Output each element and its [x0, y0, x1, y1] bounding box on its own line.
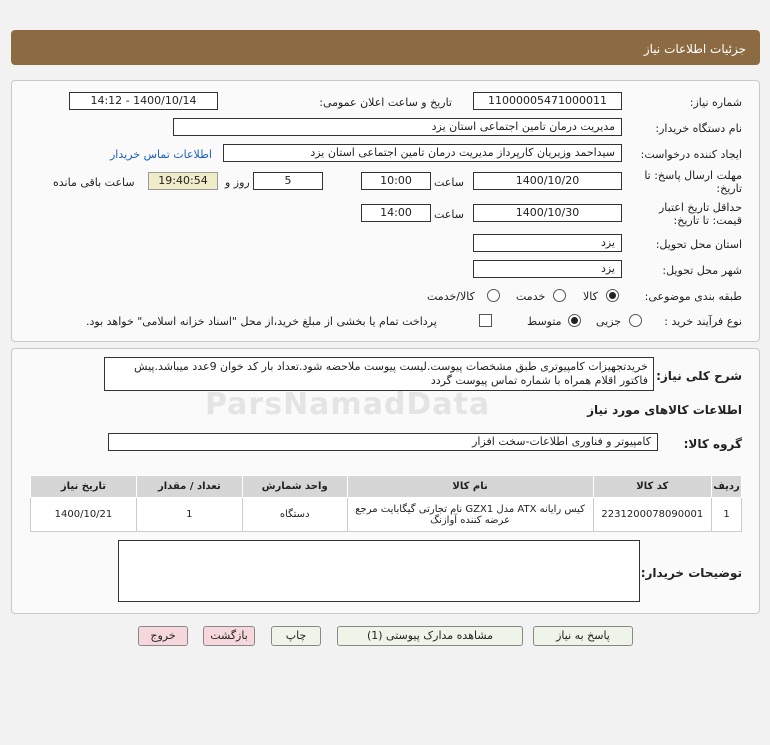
page-header	[11, 30, 760, 65]
table-row	[31, 498, 742, 532]
province-label: استان محل تحویل:	[655, 238, 742, 251]
print-button[interactable]: چاپ	[271, 626, 321, 646]
col-code: کد کالا	[593, 476, 711, 498]
process-label: نوع فرآیند خرید :	[664, 315, 742, 328]
remaining-time-field: 19:40:54	[148, 172, 218, 190]
cell-unit: دستگاه	[242, 498, 347, 532]
city-field: یزد	[473, 260, 622, 278]
validity-label-2: قیمت: تا تاریخ:	[673, 214, 742, 227]
creator-field: سیداحمد وزیریان کارپرداز مدیریت درمان تامین اجتماعی استان یزد	[223, 144, 622, 162]
col-date: تاریخ نیاز	[31, 476, 137, 498]
category-label: طبقه بندی موضوعی:	[644, 290, 742, 303]
goods-info-label: اطلاعات کالاهای مورد نیاز	[587, 403, 742, 417]
category-option-goods: کالا	[583, 290, 598, 303]
cell-name: کیس رایانه ATX مدل GZX1 نام تجارتی گیگابایت مرجع عرضه کننده آوازنگ	[347, 498, 593, 532]
announce-label: تاریخ و ساعت اعلان عمومی:	[319, 96, 452, 109]
category-option-goods-service: کالا/خدمت	[427, 290, 475, 303]
remaining-label: ساعت باقی مانده	[53, 176, 135, 189]
process-option-medium: متوسط	[527, 315, 562, 328]
category-radio-goods[interactable]	[606, 289, 619, 302]
creator-label: ایجاد کننده درخواست:	[640, 148, 742, 161]
need-number-field: 1100000547100001‍1	[473, 92, 622, 110]
goods-table-header	[31, 476, 742, 498]
province-field: یزد	[473, 234, 622, 252]
exit-button[interactable]: خروج	[138, 626, 188, 646]
col-row: ردیف	[712, 476, 742, 498]
deadline-time-label: ساعت	[434, 176, 464, 189]
deadline-label-2: تاریخ:	[716, 182, 742, 195]
deadline-time-field: 10:00	[361, 172, 431, 190]
cell-code: 2231200078090001	[593, 498, 711, 532]
buyer-org-field: مدیریت درمان تامین اجتماعی استان یزد	[173, 118, 622, 136]
back-button[interactable]: بازگشت	[203, 626, 255, 646]
summary-text: خریدتجهیزات کامپیوتری طبق مشخصات پیوست.لیست پیوست ملاحضه شود.تعداد بار کد خوان 9عدد میباشد.پیش فاکتور اقلام همراه با شماره تماس پیوست گردد	[104, 357, 654, 391]
announce-field: 1400/10/14 - 14:12	[69, 92, 218, 110]
cell-date: 1400/10/21	[31, 498, 137, 532]
attachments-button[interactable]: مشاهده مدارک پیوستی (1)	[337, 626, 523, 646]
contact-buyer-link[interactable]: اطلاعات تماس خریدار	[110, 148, 212, 161]
treasury-note: پرداخت تمام یا بخشی از مبلغ خرید،از محل "اسناد خزانه اسلامی" خواهد بود.	[86, 315, 437, 328]
validity-time-field: 14:00	[361, 204, 431, 222]
col-unit: واحد شمارش	[242, 476, 347, 498]
cell-row: 1	[712, 498, 742, 532]
process-radio-minor[interactable]	[629, 314, 642, 327]
category-radio-service[interactable]	[553, 289, 566, 302]
category-radio-goods-service[interactable]	[487, 289, 500, 302]
cell-qty: 1	[136, 498, 242, 532]
process-option-minor: جزیی	[596, 315, 622, 328]
treasury-checkbox[interactable]	[479, 314, 492, 327]
buyer-notes-label: توضیحات خریدار:	[640, 566, 742, 580]
summary-label: شرح کلی نیاز:	[656, 369, 742, 383]
buyer-notes-field	[118, 540, 640, 602]
city-label: شهر محل تحویل:	[662, 264, 742, 277]
buyer-org-label: نام دستگاه خریدار:	[655, 122, 742, 135]
goods-group-field: کامپیوتر و فناوری اطلاعات-سخت افزار	[108, 433, 658, 451]
category-option-service: خدمت	[516, 290, 546, 303]
validity-label-1: حداقل تاریخ اعتبار	[658, 201, 742, 214]
reply-button[interactable]: پاسخ به نیاز	[533, 626, 633, 646]
days-field: 5	[253, 172, 323, 190]
process-radio-medium[interactable]	[568, 314, 581, 327]
deadline-date-field: 1400/10/20	[473, 172, 622, 190]
goods-group-label: گروه کالا:	[683, 437, 742, 451]
watermark-text: ParsNamadData	[205, 387, 491, 422]
days-label: روز و	[225, 176, 250, 189]
col-qty: تعداد / مقدار	[136, 476, 242, 498]
goods-table	[30, 475, 742, 532]
deadline-label-1: مهلت ارسال پاسخ: تا	[644, 169, 742, 182]
page-title: جزئیات اطلاعات نیاز	[643, 42, 746, 56]
validity-time-label: ساعت	[434, 208, 464, 221]
need-number-label: شماره نیاز:	[689, 96, 742, 109]
col-name: نام کالا	[347, 476, 593, 498]
validity-date-field: 1400/10/30	[473, 204, 622, 222]
